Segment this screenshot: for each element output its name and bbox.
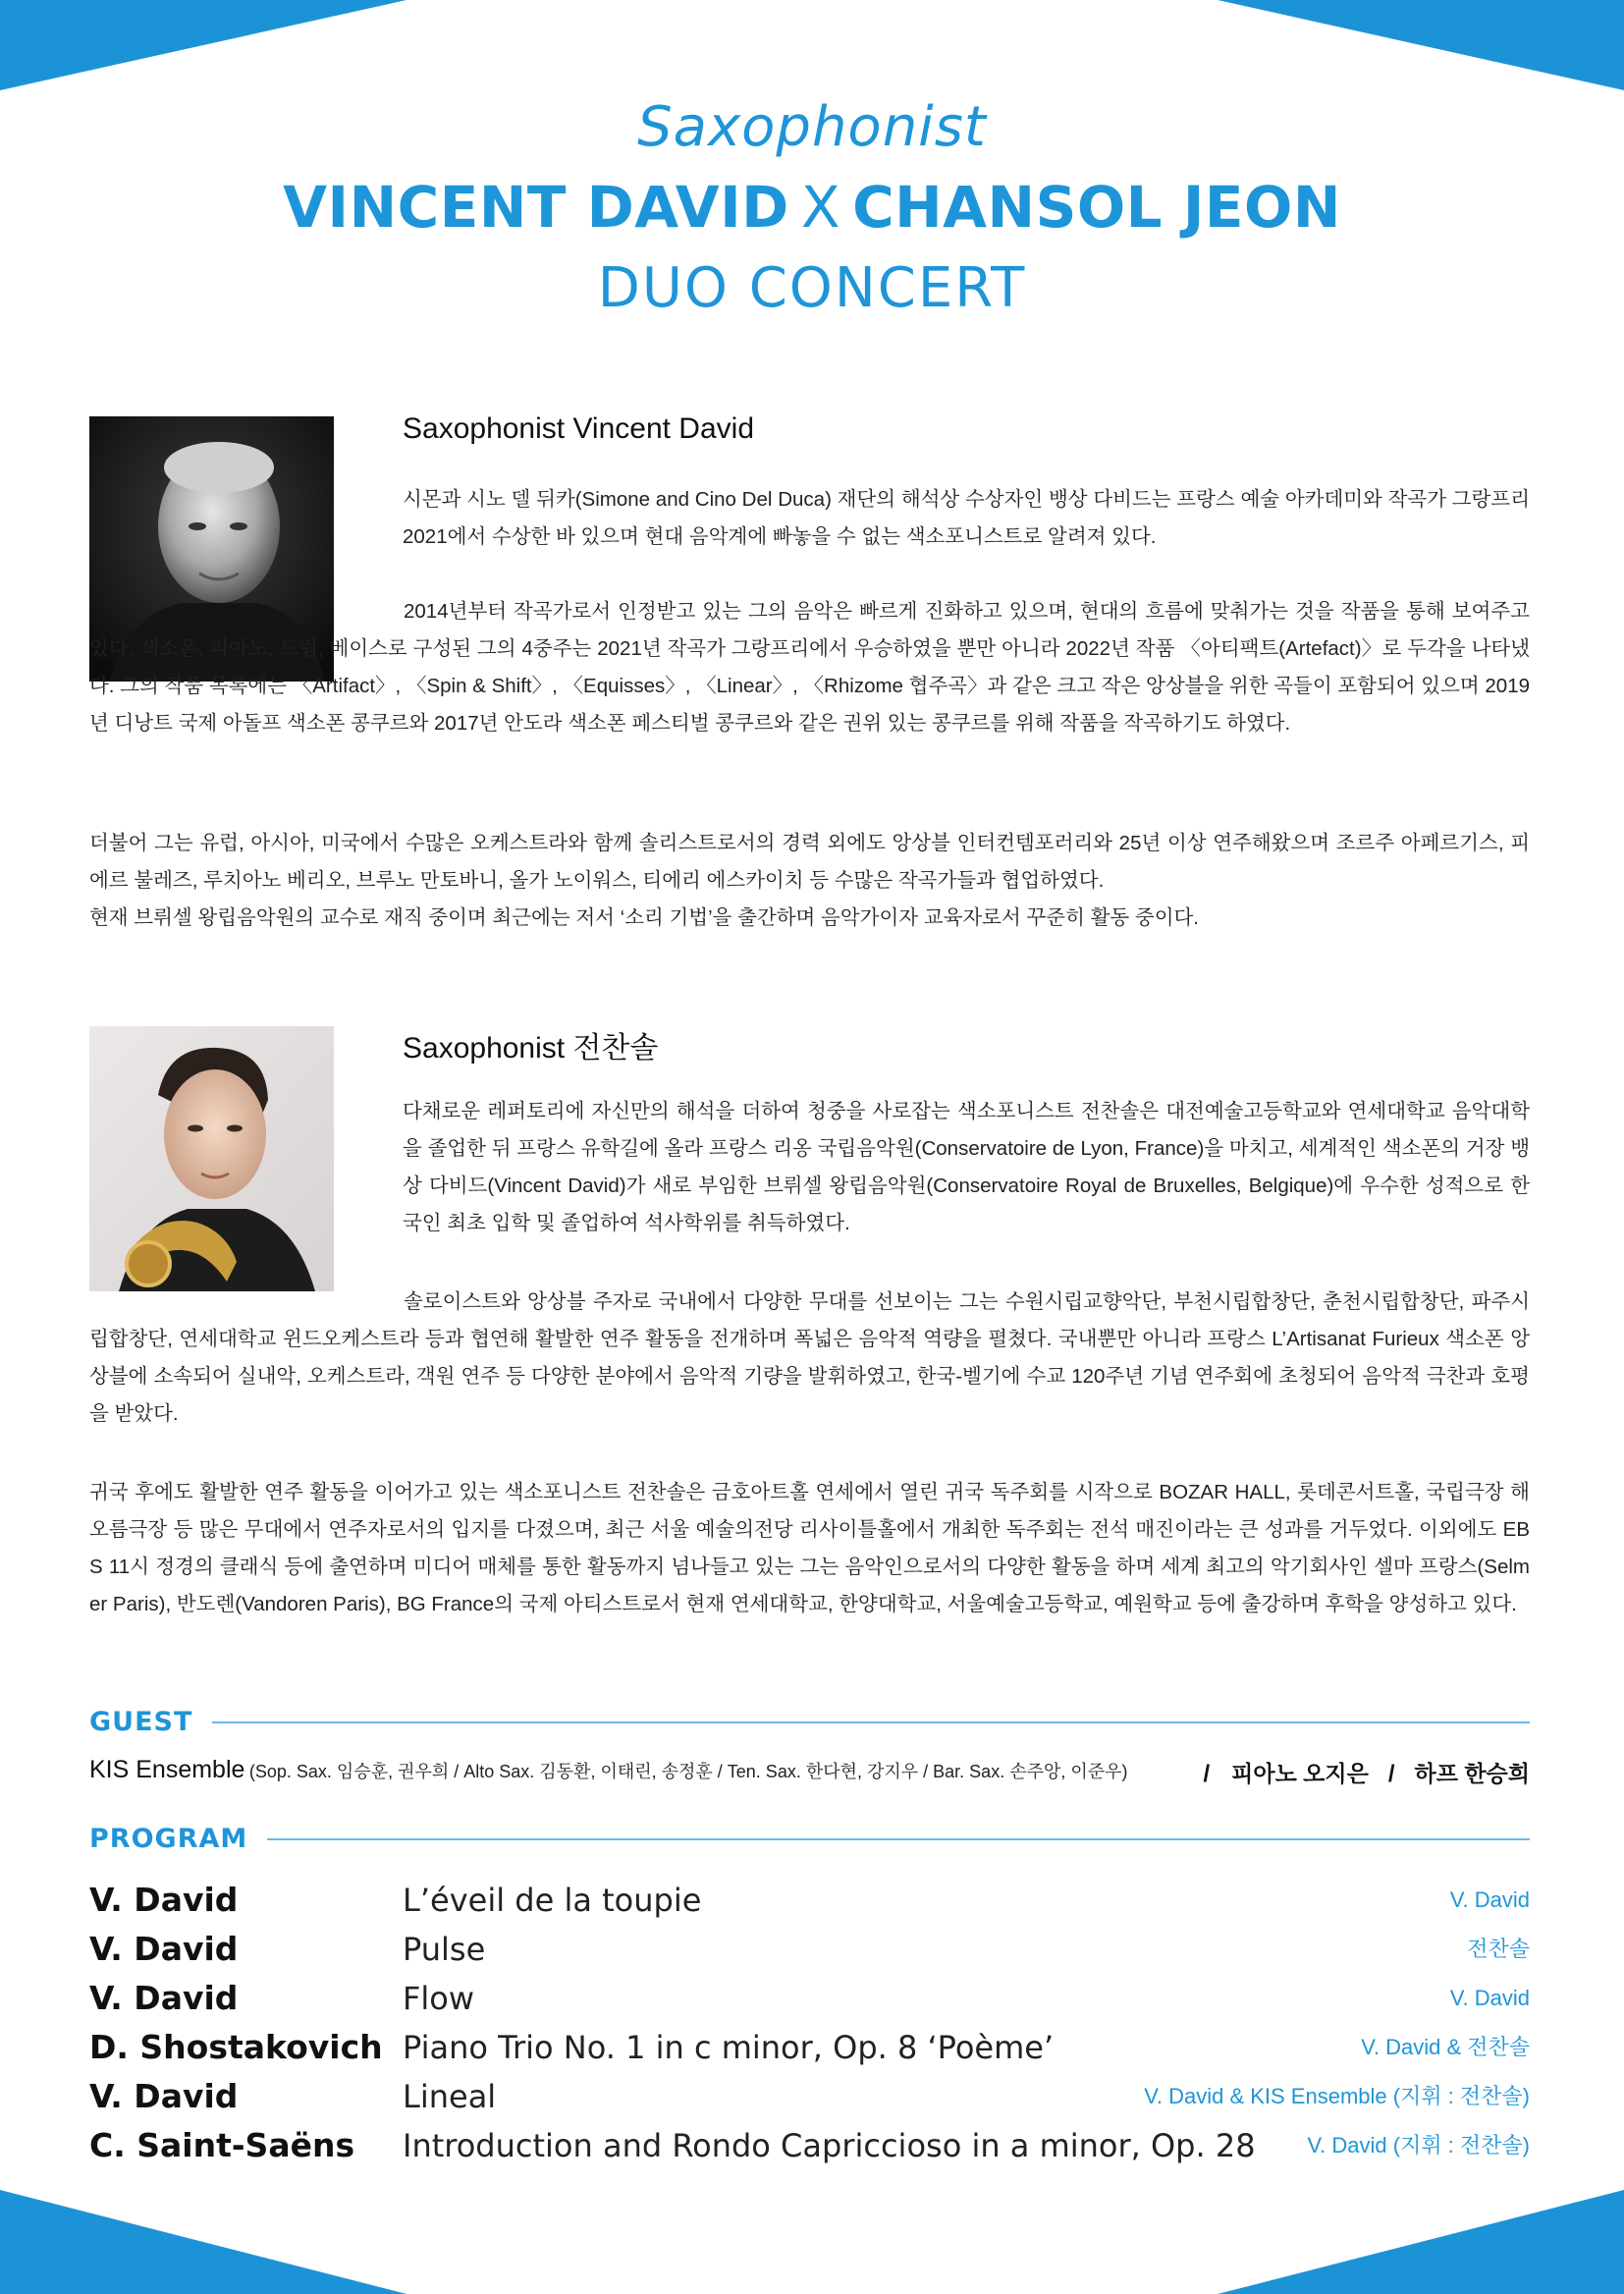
program-item [89, 2072, 1530, 2121]
guest-ensemble-details: (Sop. Sax. 임승훈, 권우희 / Alto Sax. 김동환, 이태린, 송정훈 / Ten. Sax. 한다현, 강지우 / Bar. Sax. 손주앙, 이준우) [248, 1762, 1128, 1781]
portrait-photo-with-saxophone-icon [89, 1026, 334, 1291]
program-item [89, 1974, 1530, 2023]
bio-paragraph: 다채로운 레퍼토리에 자신만의 해석을 더하여 청중을 사로잡는 색소포니스트 전찬솔은 대전예술고등학교와 연세대학교 음악대학을 졸업한 뒤 프랑스 유학길에 올라 프랑스 리옹 국립음악원(Conservatoire de Lyon, France)을 마치고, 세계적인 색소폰의 거장 뱅상 다비드(Vincent David)가 새로 부임한 브뤼셀 왕립음악원(Conservatoire Royal de Bruxelles, Belgique)에 우수한 성적으로 한국인 최초 입학 및 졸업하여 석사학위를 취득하였다. [403, 1100, 1530, 1234]
program-work: Piano Trio No. 1 in c minor, Op. 8 ‘Poème’ [403, 2029, 1055, 2066]
program-list [89, 1876, 1530, 2170]
separator: / [1203, 1761, 1211, 1787]
program-composer: V. David [89, 2077, 239, 2115]
bio-paragraph: 더불어 그는 유럽, 아시아, 미국에서 수많은 오케스트라와 함께 솔리스트로서의 경력 외에도 앙상블 인터컨템포러리와 25년 이상 연주해왔으며 조르주 아페르기스, 피에르 불레즈, 루치아노 베리오, 브루노 만토바니, 올가 노이워스, 티에리 에스카이치 등 수많은 작곡가들과 협업하였다. [89, 832, 1530, 892]
program-composer: V. David [89, 1881, 239, 1919]
program-performer: V. David [1449, 1887, 1530, 1912]
divider [267, 1838, 1530, 1840]
header-subtitle: Saxophonist [637, 95, 987, 159]
program-composer: V. David [89, 1979, 239, 2017]
bio-paragraph: 시몬과 시노 델 뒤카(Simone and Cino Del Duca) 재단의 해석상 수상자인 뱅상 다비드는 프랑스 예술 아카데미와 작곡가 그랑프리 2021에서 수상한 바 있으며 현대 음악계에 빠놓을 수 없는 색소포니스트로 알려져 있다. [403, 488, 1530, 548]
guest-piano: 피아노 오지은 [1231, 1761, 1369, 1786]
section-title-chansol-jeon: Saxophonist 전찬솔 [403, 1032, 659, 1065]
guest-harp: 하프 한승희 [1414, 1761, 1530, 1786]
header-artist-1: VINCENT DAVID [283, 174, 789, 241]
bio-paragraph: 귀국 후에도 활발한 연주 활동을 이어가고 있는 색소포니스트 전찬솔은 금호아트홀 연세에서 열린 귀국 독주회를 시작으로 BOZAR HALL, 롯데콘서트홀, 국립극장 해오름극장 등 많은 무대에서 연주자로서의 입지를 다졌으며, 최근 서울 예술의전당 리사이틀홀에서 개최한 독주회는 전석 매진이라는 큰 성과를 거두었다. 이외에도 EBS 11시 정경의 클래식 등에 출연하며 미디어 매체를 통한 활동까지 넘나들고 있는 그는 음악인으로서의 다양한 활동을 하며 세계 최고의 악기회사인 셀마 프랑스(Selmer Paris), 반도렌(Vandoren Paris), BG France의 국제 아티스트로서 현재 연세대학교, 한양대학교, 서울예술고등학교, 예원학교 등에 출강하며 후학을 양성하고 있다. [89, 1481, 1530, 1615]
program-work: Flow [403, 1980, 475, 2017]
program-composer: V. David [89, 1930, 239, 1968]
concert-header [0, 90, 1624, 328]
guest-section-header [89, 1707, 1530, 1737]
program-work: L’éveil de la toupie [403, 1882, 702, 1919]
program-item [89, 1925, 1530, 1974]
program-performer: V. David & KIS Ensemble (지휘 : 전찬솔) [1144, 2084, 1530, 2108]
program-performer: V. David (지휘 : 전찬솔) [1307, 2133, 1530, 2157]
top-banner-band [0, 0, 1624, 93]
guest-heading: GUEST [89, 1707, 193, 1737]
bottom-banner-band [0, 2190, 1624, 2294]
guest-soloists [1185, 1756, 1530, 1788]
program-heading: PROGRAM [89, 1824, 248, 1854]
program-composer: C. Saint-Saëns [89, 2126, 355, 2164]
header-x: X [800, 174, 841, 241]
guest-ensemble: KIS Ensemble [89, 1756, 245, 1783]
program-section-header [89, 1824, 1530, 1854]
header-artist-2: CHANSOL JEON [852, 174, 1341, 241]
program-performer: 전찬솔 [1467, 1937, 1530, 1961]
guest-line [89, 1756, 1530, 1795]
program-work: Introduction and Rondo Capriccioso in a minor, Op. 28 [403, 2127, 1256, 2164]
bio-paragraph: 현재 브뤼셀 왕립음악원의 교수로 재직 중이며 최근에는 저서 ‘소리 기법’을 출간하며 음악가이자 교육자로서 꾸준히 활동 중이다. [89, 906, 1199, 929]
bio-paragraph: 2014년부터 작곡가로서 인정받고 있는 그의 음악은 빠르게 진화하고 있으며, 현대의 흐름에 맞춰가는 것을 작품을 통해 보여주고 있다. 색소폰, 피아노, 드럼, 베이스로 구성된 그의 4중주는 2021년 작곡가 그랑프리에서 우승하였을 뿐만 아니라 2022년 작품 〈아티팩트(Artefact)〉로 두각을 나타냈다. 그의 작품 목록에는 〈Artifact〉, 〈Spin & Shift〉, 〈Equisses〉, 〈Linear〉, 〈Rhizome 협주곡〉과 같은 크고 작은 앙상블을 위한 곡들이 포함되어 있으며 2019년 디낭트 국제 아돌프 색소폰 콩쿠르와 2017년 안도라 색소폰 페스티벌 콩쿠르와 같은 권위 있는 콩쿠르를 위해 작품을 작곡하기도 하였다. [89, 600, 1530, 735]
header-event-title: DUO CONCERT [597, 256, 1027, 320]
program-performer: V. David & 전찬솔 [1361, 2035, 1530, 2059]
program-work: Pulse [403, 1931, 486, 1968]
separator: / [1387, 1761, 1395, 1787]
program-composer: D. Shostakovich [89, 2028, 383, 2066]
program-performer: V. David [1449, 1986, 1530, 2010]
divider [212, 1721, 1530, 1723]
program-work: Lineal [403, 2078, 497, 2115]
section-title-vincent-david: Saxophonist Vincent David [403, 412, 755, 445]
program-item [89, 1876, 1530, 1925]
program-item [89, 2121, 1530, 2170]
header-artists [0, 165, 1624, 249]
bio-paragraph: 솔로이스트와 앙상블 주자로 국내에서 다양한 무대를 선보이는 그는 수원시립교향악단, 부천시립합창단, 춘천시립합창단, 파주시립합창단, 연세대학교 윈드오케스트라 등과 협연해 활발한 연주 활동을 전개하며 폭넓은 음악적 역량을 펼쳤다. 국내뿐만 아니라 프랑스 L’Artisanat Furieux 색소폰 앙상블에 소속되어 실내악, 오케스트라, 객원 연주 등 다양한 분야에서 음악적 기량을 발휘하였고, 한국-벨기에 수교 120주년 기념 연주회에 초청되어 음악적 극찬과 호평을 받았다. [89, 1290, 1530, 1425]
program-item [89, 2023, 1530, 2072]
chansol-jeon-portrait [89, 1026, 334, 1291]
